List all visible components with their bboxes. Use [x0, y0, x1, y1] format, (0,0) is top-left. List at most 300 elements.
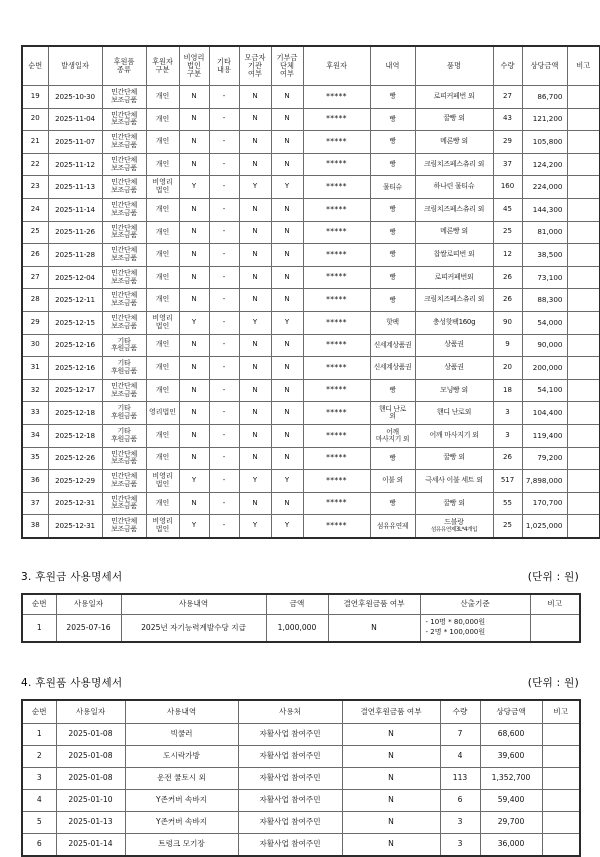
cell-kind: 민간단체 보조금품 [102, 221, 146, 244]
cell-amount: 38,500 [522, 244, 567, 267]
cell-nonprofit: N [179, 198, 209, 221]
cell-nonprofit: N [179, 357, 209, 380]
cell-donation-org: N [271, 86, 303, 109]
cell-kind: 민간단체 보조금품 [102, 198, 146, 221]
cell-date: 2025-11-14 [48, 198, 102, 221]
cell-detail: 빵 [370, 108, 415, 131]
cell-seq: 19 [22, 86, 48, 109]
cell-note [542, 789, 580, 811]
cell-note [567, 424, 600, 447]
cell-item: 메론빵 외 [415, 221, 493, 244]
cell-etc: - [209, 289, 239, 312]
goods-usage-header [22, 700, 580, 724]
cell-etc: - [209, 447, 239, 470]
cell-nonprofit: N [179, 492, 209, 515]
cell-donation-org: N [271, 357, 303, 380]
cell-date: 2025-12-31 [48, 492, 102, 515]
table-row [22, 789, 580, 811]
cell-nonprofit: N [179, 153, 209, 176]
cell-fundraiser: Y [239, 311, 271, 334]
table-row [22, 334, 600, 357]
cell-amount: 29,700 [480, 811, 542, 833]
cell-seq: 1 [22, 723, 56, 745]
col-header-donor: 후원자 [303, 46, 370, 86]
cell-etc: - [209, 176, 239, 199]
cell-detail: 빵 [370, 266, 415, 289]
cell-detail: 빵 [370, 198, 415, 221]
cell-nonprofit: N [179, 108, 209, 131]
cell-detail: 빵 [370, 492, 415, 515]
cell-etc: - [209, 108, 239, 131]
cell-detail: 어깨 마사지기 외 [370, 424, 415, 447]
cell-use-detail: Y존커버 속바지 [125, 789, 238, 811]
cell-detail: 빵 [370, 221, 415, 244]
cell-fundraiser: N [239, 357, 271, 380]
cell-amount: 59,400 [480, 789, 542, 811]
cell-use-date: 2025-01-14 [56, 833, 125, 856]
table-row [22, 108, 600, 131]
fund-usage-body [22, 614, 580, 642]
cell-donor: ***** [303, 311, 370, 334]
cell-nonprofit: N [179, 424, 209, 447]
cell-donor: ***** [303, 357, 370, 380]
cell-qty: 9 [493, 334, 522, 357]
cell-date: 2025-12-29 [48, 470, 102, 493]
cell-donation-org: N [271, 108, 303, 131]
cell-seq: 3 [22, 767, 56, 789]
cell-seq: 4 [22, 789, 56, 811]
cell-donation-org: N [271, 447, 303, 470]
section4-unit: (단위 : 원) [527, 676, 579, 689]
cell-donation-org: N [271, 153, 303, 176]
cell-use-date: 2025-01-13 [56, 811, 125, 833]
table-row [22, 357, 600, 380]
cell-seq: 36 [22, 470, 48, 493]
cell-nonprofit: Y [179, 515, 209, 538]
table-row [22, 153, 600, 176]
col-header-seq: 순번 [22, 594, 56, 615]
table-row [22, 402, 600, 425]
cell-use-place: 자활사업 참여주민 [238, 811, 342, 833]
cell-donation-org: Y [271, 311, 303, 334]
col-header-amount: 상당금액 [480, 700, 542, 724]
cell-qty: 3 [493, 402, 522, 425]
cell-seq: 29 [22, 311, 48, 334]
cell-donor-type: 개인 [146, 334, 179, 357]
cell-donor: ***** [303, 108, 370, 131]
cell-note [567, 334, 600, 357]
cell-nonprofit: N [179, 289, 209, 312]
cell-donor-type: 개인 [146, 492, 179, 515]
table-row [22, 86, 600, 109]
cell-date: 2025-11-26 [48, 221, 102, 244]
donation-table-body [22, 86, 600, 538]
cell-use-detail: 트렁크 모기장 [125, 833, 238, 856]
cell-seq: 6 [22, 833, 56, 856]
table-row [22, 447, 600, 470]
cell-etc: - [209, 357, 239, 380]
col-header-kind: 후원품 종류 [102, 46, 146, 86]
cell-etc: - [209, 266, 239, 289]
cell-seq: 26 [22, 244, 48, 267]
cell-fundraiser: N [239, 131, 271, 154]
cell-amount: 73,100 [522, 266, 567, 289]
cell-seq: 37 [22, 492, 48, 515]
cell-nonprofit: N [179, 221, 209, 244]
table-header-row [22, 594, 580, 615]
cell-seq: 30 [22, 334, 48, 357]
cell-date: 2025-12-11 [48, 289, 102, 312]
fund-usage-header [22, 594, 580, 615]
cell-note [567, 266, 600, 289]
goods-usage-body [22, 723, 580, 856]
cell-fundraiser: N [239, 334, 271, 357]
cell-use-detail: 2025년 자기능력계발수당 지급 [121, 614, 266, 642]
cell-amount: 104,400 [522, 402, 567, 425]
cell-etc: - [209, 131, 239, 154]
cell-fundraiser: N [239, 492, 271, 515]
cell-qty: 20 [493, 357, 522, 380]
cell-item: 충성핫팩160g [415, 311, 493, 334]
cell-qty: 26 [493, 447, 522, 470]
cell-item: 꿀빵 외 [415, 492, 493, 515]
cell-donation-org: N [271, 379, 303, 402]
cell-donor-type: 개인 [146, 447, 179, 470]
cell-calc-basis: - 10명 * 80,000원 - 2명 * 100,000원 [420, 614, 530, 642]
cell-use-date: 2025-01-08 [56, 767, 125, 789]
cell-detail: 신세계상품권 [370, 334, 415, 357]
cell-use-place: 자활사업 참여주민 [238, 767, 342, 789]
col-header-amount: 상당금액 [522, 46, 567, 86]
cell-donor: ***** [303, 86, 370, 109]
cell-donation-org: N [271, 131, 303, 154]
cell-kind: 민간단체 보조금품 [102, 153, 146, 176]
cell-amount: 88,300 [522, 289, 567, 312]
cell-donor: ***** [303, 131, 370, 154]
cell-fundraiser: N [239, 289, 271, 312]
cell-seq: 33 [22, 402, 48, 425]
cell-donor: ***** [303, 198, 370, 221]
cell-detail: 이불 외 [370, 470, 415, 493]
cell-amount: 36,000 [480, 833, 542, 856]
cell-item: 크림치즈페스츄리 외 [415, 153, 493, 176]
cell-seq: 31 [22, 357, 48, 380]
gap-after-section3 [0, 643, 600, 675]
cell-kind: 민간단체 보조금품 [102, 86, 146, 109]
cell-etc: - [209, 424, 239, 447]
cell-kind: 민간단체 보조금품 [102, 108, 146, 131]
donation-table-header [22, 46, 600, 86]
cell-fundraiser: N [239, 447, 271, 470]
cell-seq: 2 [22, 745, 56, 767]
cell-note [567, 515, 600, 538]
cell-etc: - [209, 470, 239, 493]
cell-note [567, 86, 600, 109]
cell-fundraiser: N [239, 379, 271, 402]
cell-donor-type: 개인 [146, 153, 179, 176]
cell-seq: 25 [22, 221, 48, 244]
cell-donation-org: N [271, 289, 303, 312]
cell-linked-donation: N [342, 723, 440, 745]
col-header-seq: 순번 [22, 700, 56, 724]
table-row [22, 767, 580, 789]
table-row [22, 221, 600, 244]
cell-amount: 39,600 [480, 745, 542, 767]
cell-use-detail: 빅쿨러 [125, 723, 238, 745]
cell-note [542, 723, 580, 745]
cell-qty: 160 [493, 176, 522, 199]
cell-detail: 신세계상품권 [370, 357, 415, 380]
cell-seq: 27 [22, 266, 48, 289]
cell-seq: 28 [22, 289, 48, 312]
cell-seq: 24 [22, 198, 48, 221]
section3-unit: (단위 : 원) [527, 570, 579, 583]
cell-detail: 섬유유연제 [370, 515, 415, 538]
cell-donor: ***** [303, 470, 370, 493]
cell-detail: 빵 [370, 244, 415, 267]
col-header-fundraiser: 모금자 기관 여부 [239, 46, 271, 86]
cell-kind: 민간단체 보조금품 [102, 379, 146, 402]
cell-donor-type: 개인 [146, 289, 179, 312]
cell-detail: 빵 [370, 86, 415, 109]
cell-amount: 68,600 [480, 723, 542, 745]
cell-qty: 4 [440, 745, 480, 767]
table-row [22, 379, 600, 402]
cell-donor: ***** [303, 153, 370, 176]
cell-linked-donation: N [328, 614, 420, 642]
cell-qty: 18 [493, 379, 522, 402]
gap-section4 [0, 690, 600, 699]
cell-seq: 20 [22, 108, 48, 131]
cell-use-date: 2025-01-08 [56, 745, 125, 767]
cell-donation-org: N [271, 492, 303, 515]
cell-etc: - [209, 198, 239, 221]
cell-detail: 핸디 난로 외 [370, 402, 415, 425]
cell-item: 하나린 물티슈 [415, 176, 493, 199]
cell-qty: 113 [440, 767, 480, 789]
cell-note [567, 470, 600, 493]
cell-etc: - [209, 244, 239, 267]
col-header-nonprofit: 비영리 법인 구분 [179, 46, 209, 86]
cell-item: 메론빵 외 [415, 131, 493, 154]
cell-donor-type: 개인 [146, 221, 179, 244]
cell-amount: 54,000 [522, 311, 567, 334]
cell-date: 2025-10-30 [48, 86, 102, 109]
cell-kind: 민간단체 보조금품 [102, 266, 146, 289]
cell-qty: 3 [440, 811, 480, 833]
cell-note [567, 402, 600, 425]
cell-donor-type: 개인 [146, 244, 179, 267]
cell-donor-type: 비영리 법인 [146, 470, 179, 493]
col-header-seq: 순번 [22, 46, 48, 86]
cell-kind: 기타 후원금품 [102, 402, 146, 425]
cell-note [567, 108, 600, 131]
cell-kind: 기타 후원금품 [102, 357, 146, 380]
cell-use-place: 자활사업 참여주민 [238, 745, 342, 767]
cell-donor: ***** [303, 402, 370, 425]
col-header-use-place: 사용처 [238, 700, 342, 724]
donation-receipt-table [21, 45, 600, 539]
cell-date: 2025-12-04 [48, 266, 102, 289]
cell-note [567, 311, 600, 334]
section3-title: 3. 후원금 사용명세서 [21, 570, 123, 583]
cell-etc: - [209, 402, 239, 425]
table-row [22, 833, 580, 856]
cell-note [567, 447, 600, 470]
cell-note [542, 767, 580, 789]
cell-item: 로띠커페번 외 [415, 86, 493, 109]
cell-donation-org: N [271, 221, 303, 244]
cell-donor: ***** [303, 176, 370, 199]
cell-item: 크림치즈페스츄리 외 [415, 198, 493, 221]
cell-detail: 빵 [370, 447, 415, 470]
cell-seq: 22 [22, 153, 48, 176]
gap-after-main-table [0, 539, 600, 569]
cell-use-place: 자활사업 참여주민 [238, 789, 342, 811]
cell-seq: 34 [22, 424, 48, 447]
table-row [22, 723, 580, 745]
cell-donor-type: 개인 [146, 424, 179, 447]
cell-item: 상품권 [415, 357, 493, 380]
cell-amount: 119,400 [522, 424, 567, 447]
cell-donor: ***** [303, 334, 370, 357]
cell-nonprofit: N [179, 447, 209, 470]
cell-donor-type: 비영리 법인 [146, 515, 179, 538]
col-header-qty: 수량 [440, 700, 480, 724]
cell-donor-type: 개인 [146, 266, 179, 289]
cell-note [567, 198, 600, 221]
cell-note [567, 379, 600, 402]
cell-detail: 빵 [370, 379, 415, 402]
cell-item: 로띠커페번외 [415, 266, 493, 289]
cell-qty: 25 [493, 515, 522, 538]
table-row [22, 745, 580, 767]
cell-donor-type: 비영리 법인 [146, 311, 179, 334]
cell-item: 꿀빵 외 [415, 447, 493, 470]
cell-date: 2025-12-31 [48, 515, 102, 538]
cell-date: 2025-11-04 [48, 108, 102, 131]
cell-etc: - [209, 492, 239, 515]
cell-kind: 기타 후원금품 [102, 424, 146, 447]
cell-linked-donation: N [342, 789, 440, 811]
cell-seq: 38 [22, 515, 48, 538]
cell-donor: ***** [303, 266, 370, 289]
cell-etc: - [209, 221, 239, 244]
cell-fundraiser: N [239, 86, 271, 109]
cell-qty: 26 [493, 266, 522, 289]
cell-donor-type: 개인 [146, 357, 179, 380]
cell-qty: 12 [493, 244, 522, 267]
cell-nonprofit: N [179, 131, 209, 154]
col-header-etc: 기타 내용 [209, 46, 239, 86]
cell-use-date: 2025-01-08 [56, 723, 125, 745]
cell-amount: 90,000 [522, 334, 567, 357]
col-header-date: 발생일자 [48, 46, 102, 86]
cell-qty: 3 [440, 833, 480, 856]
cell-donation-org: N [271, 244, 303, 267]
col-header-qty: 수량 [493, 46, 522, 86]
cell-fundraiser: N [239, 108, 271, 131]
cell-amount: 7,898,000 [522, 470, 567, 493]
cell-item: 드블랑 섬유유연제3L*4개입 [415, 515, 493, 538]
cell-qty: 6 [440, 789, 480, 811]
col-header-note: 비고 [567, 46, 600, 86]
cell-seq: 32 [22, 379, 48, 402]
cell-etc: - [209, 515, 239, 538]
cell-use-place: 자활사업 참여주민 [238, 833, 342, 856]
table-header-row [22, 46, 600, 86]
table-header-row [22, 700, 580, 724]
cell-fundraiser: Y [239, 176, 271, 199]
cell-seq: 21 [22, 131, 48, 154]
cell-note [567, 153, 600, 176]
cell-detail: 빵 [370, 289, 415, 312]
cell-donation-org: Y [271, 470, 303, 493]
col-header-donation-org: 기부금 단체 여부 [271, 46, 303, 86]
cell-donor: ***** [303, 447, 370, 470]
cell-seq: 5 [22, 811, 56, 833]
table-row [22, 470, 600, 493]
cell-donor: ***** [303, 515, 370, 538]
cell-donor-type: 개인 [146, 198, 179, 221]
cell-use-detail: 도시락가방 [125, 745, 238, 767]
cell-date: 2025-12-18 [48, 402, 102, 425]
cell-qty: 45 [493, 198, 522, 221]
cell-etc: - [209, 311, 239, 334]
cell-fundraiser: N [239, 266, 271, 289]
cell-detail: 핫팩 [370, 311, 415, 334]
cell-kind: 민간단체 보조금품 [102, 289, 146, 312]
col-header-use-date: 사용일자 [56, 700, 125, 724]
cell-item: 핸디 난로외 [415, 402, 493, 425]
cell-qty: 25 [493, 221, 522, 244]
cell-nonprofit: N [179, 266, 209, 289]
cell-date: 2025-12-16 [48, 334, 102, 357]
cell-kind: 민간단체 보조금품 [102, 515, 146, 538]
goods-usage-table [21, 699, 581, 857]
cell-donation-org: Y [271, 515, 303, 538]
cell-date: 2025-12-17 [48, 379, 102, 402]
cell-kind: 민간단체 보조금품 [102, 176, 146, 199]
cell-qty: 27 [493, 86, 522, 109]
cell-fundraiser: N [239, 402, 271, 425]
cell-amount: 105,800 [522, 131, 567, 154]
cell-amount: 1,000,000 [266, 614, 328, 642]
cell-detail: 빵 [370, 153, 415, 176]
cell-date: 2025-12-18 [48, 424, 102, 447]
top-margin [0, 0, 600, 45]
cell-donor: ***** [303, 424, 370, 447]
cell-donation-org: N [271, 266, 303, 289]
table-row [22, 811, 580, 833]
cell-date: 2025-12-15 [48, 311, 102, 334]
cell-donation-org: N [271, 198, 303, 221]
cell-detail: 빵 [370, 131, 415, 154]
cell-date: 2025-11-12 [48, 153, 102, 176]
section4-title: 4. 후원품 사용명세서 [21, 676, 123, 689]
cell-item: 어깨 마사지기 외 [415, 424, 493, 447]
cell-donor-type: 개인 [146, 131, 179, 154]
cell-linked-donation: N [342, 811, 440, 833]
cell-donor-type: 개인 [146, 86, 179, 109]
cell-use-place: 자활사업 참여주민 [238, 723, 342, 745]
cell-nonprofit: N [179, 379, 209, 402]
cell-amount: 1,025,000 [522, 515, 567, 538]
gap-section3 [0, 584, 600, 593]
table-row [22, 176, 600, 199]
cell-nonprofit: N [179, 86, 209, 109]
cell-kind: 민간단체 보조금품 [102, 131, 146, 154]
